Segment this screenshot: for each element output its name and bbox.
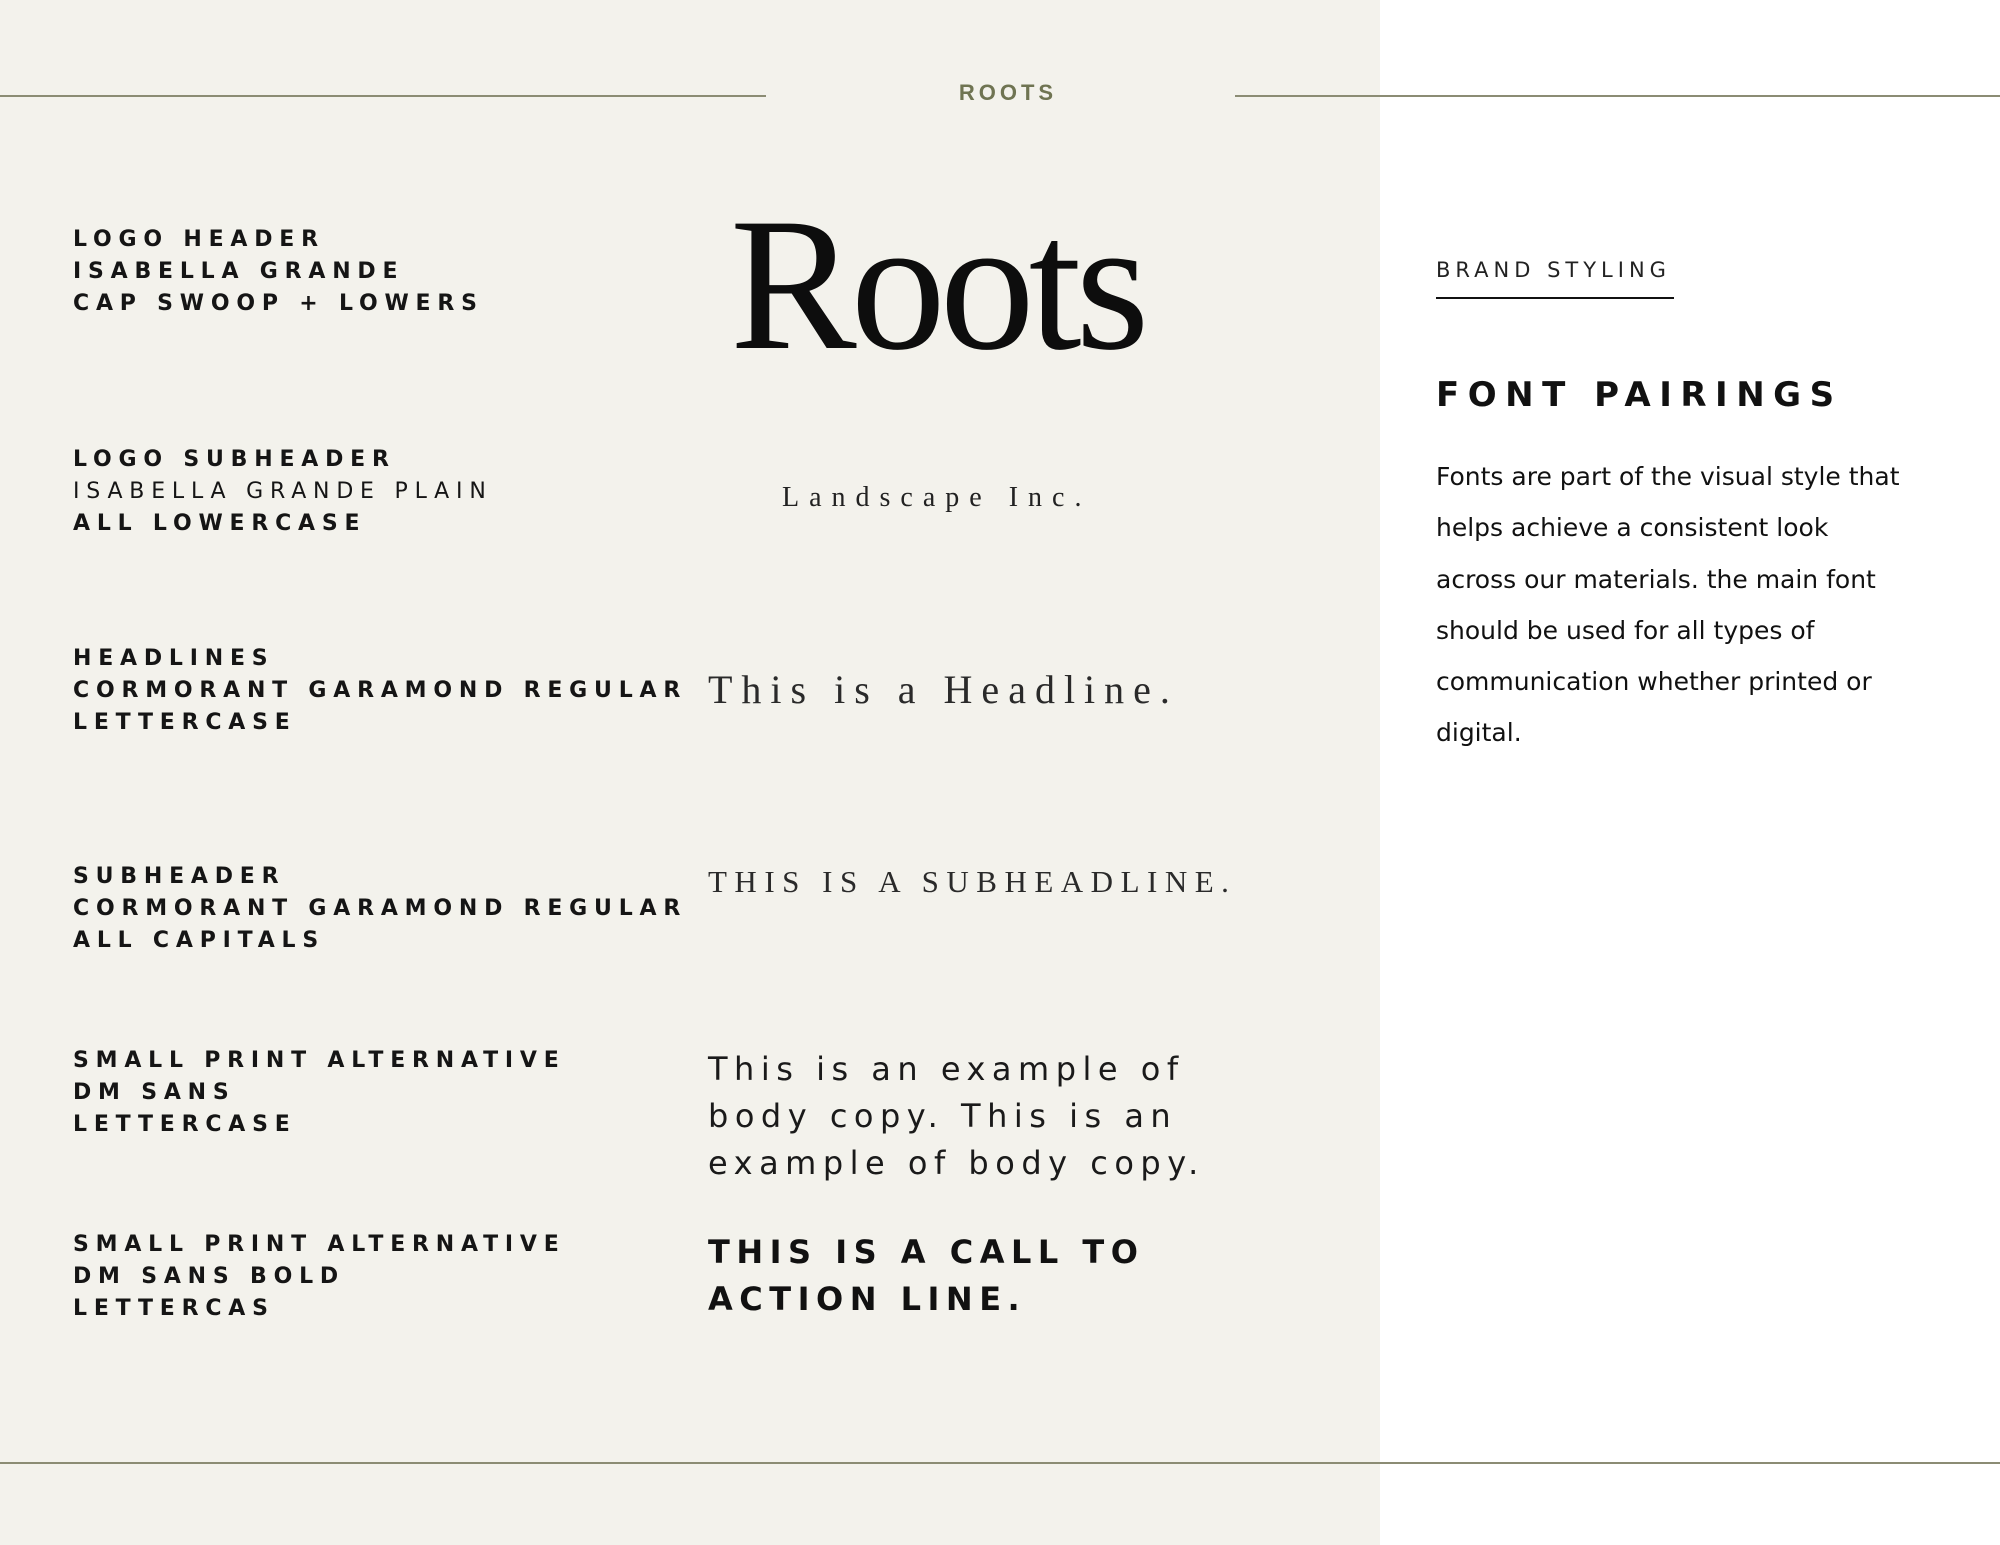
spec-title: SMALL PRINT ALTERNATIVE [73, 1048, 566, 1073]
spec-small-print-bold [73, 1229, 566, 1325]
spec-title: SUBHEADER [73, 864, 286, 889]
spec-case: LETTERCASE [73, 710, 297, 735]
top-rule-right [1235, 95, 2000, 97]
spec-font: CORMORANT GARAMOND REGULAR [73, 678, 688, 703]
spec-case: LETTERCAS [73, 1296, 275, 1321]
body-copy-line: example of body copy. [708, 1144, 1205, 1182]
spec-small-print [73, 1045, 566, 1141]
spec-logo-header [73, 224, 484, 320]
kicker-underline [1436, 297, 1674, 299]
logo-wordmark: Roots [730, 180, 1144, 390]
logo-subheader-sample: Landscape Inc. [782, 482, 1092, 513]
spec-case: CAP SWOOP + LOWERS [73, 291, 484, 316]
cta-line: ACTION LINE. [708, 1280, 1027, 1318]
spec-font: DM SANS [73, 1080, 236, 1105]
spec-case: ALL LOWERCASE [73, 511, 367, 536]
brand-name-header: ROOTS [958, 80, 1058, 105]
top-rule-left [0, 95, 766, 97]
cta-sample [708, 1229, 1144, 1323]
body-copy-sample [708, 1046, 1205, 1187]
cta-line: THIS IS A CALL TO [708, 1233, 1145, 1271]
brand-styling-kicker: BRAND STYLING [1436, 258, 1671, 282]
spec-title: HEADLINES [73, 646, 275, 671]
subheadline-sample: THIS IS A SUBHEADLINE. [708, 864, 1237, 899]
body-copy-line: This is an example of [708, 1050, 1185, 1088]
spec-title: LOGO HEADER [73, 227, 325, 252]
spec-font: ISABELLA GRANDE PLAIN [73, 479, 493, 504]
spec-font: DM SANS BOLD [73, 1264, 345, 1289]
section-description: Fonts are part of the visual style that helps achieve a consistent look across our materials. the main font should be used for all types of communication whether printed or digital. [1436, 462, 1900, 748]
spec-case: LETTERCASE [73, 1112, 297, 1137]
spec-headlines [73, 643, 687, 739]
body-copy-line: body copy. This is an [708, 1097, 1178, 1135]
bottom-rule [0, 1462, 2000, 1464]
spec-font: CORMORANT GARAMOND REGULAR [73, 896, 688, 921]
spec-font: ISABELLA GRANDE [73, 259, 405, 284]
spec-subheader [73, 861, 687, 957]
spec-title: SMALL PRINT ALTERNATIVE [73, 1232, 566, 1257]
spec-title: LOGO SUBHEADER [73, 447, 396, 472]
headline-sample: This is a Headline. [708, 667, 1179, 712]
spec-case: ALL CAPITALS [73, 928, 325, 953]
spec-logo-subheader [73, 444, 493, 540]
section-title: FONT PAIRINGS [1436, 375, 1843, 415]
